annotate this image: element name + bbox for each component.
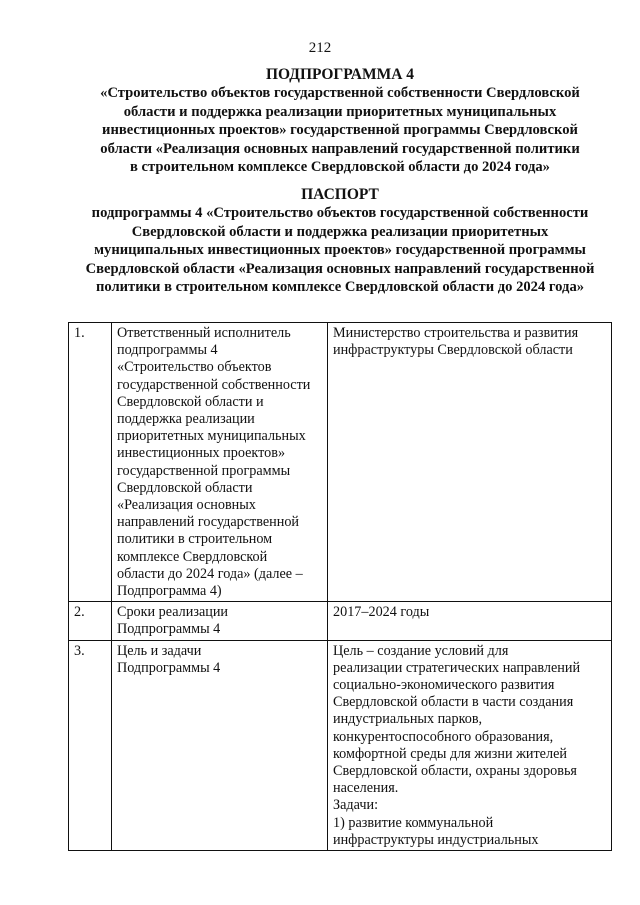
row-label [112, 602, 328, 640]
row-value-line: инфраструктуры индустриальных [333, 831, 539, 848]
row-label-line: Свердловской области [117, 479, 253, 496]
row-number: 3. [69, 640, 112, 850]
row-label-line: направлений государственной [117, 514, 300, 531]
row-value [328, 602, 612, 640]
row-label-line: подпрограммы 4 [117, 342, 218, 359]
row-value-line: Цель – создание условий для [333, 642, 509, 659]
row-value-line: конкурентоспособного образования, [333, 728, 554, 745]
passport-description-line: Свердловской области и поддержка реализации приоритетных [131, 223, 549, 240]
row-label [112, 323, 328, 602]
row-label-line: Цель и задачи [117, 642, 202, 659]
passport-description-line: подпрограммы 4 «Строительство объектов государственной собственности [91, 205, 589, 221]
subprogram-description-line: в строительном комплексе Свердловской области до 2024 года» [130, 159, 550, 175]
row-label-line: Сроки реализации [117, 604, 229, 621]
passport-description-line: Свердловской области «Реализация основных направлений государственной [85, 260, 595, 277]
row-value-line: реализации стратегических направлений [333, 659, 581, 676]
row-value-line: населения. [333, 780, 399, 797]
subprogram-description [50, 84, 630, 177]
table-row [69, 323, 612, 602]
row-label-line: «Реализация основных [117, 497, 256, 514]
row-value [328, 640, 612, 850]
row-value-line: 1) развитие коммунальной [333, 814, 494, 831]
row-label [112, 640, 328, 850]
row-label-line: Подпрограммы 4 [117, 659, 221, 676]
row-label-line: инвестиционных проектов» [117, 445, 286, 462]
subprogram-title: ПОДПРОГРАММА 4 [265, 66, 415, 83]
passport-description-line: политики в строительном комплексе Свердловской области до 2024 года» [95, 279, 585, 295]
row-label-line: Подпрограмма 4) [117, 583, 222, 600]
row-number: 1. [69, 323, 112, 602]
passport-description [50, 204, 630, 297]
subprogram-description-line: «Строительство объектов государственной собственности Свердловской [100, 85, 580, 101]
passport-table [68, 322, 612, 851]
passport-title: ПАСПОРТ [301, 186, 379, 203]
row-value-line: инфраструктуры Свердловской области [333, 342, 573, 359]
row-number: 2. [69, 602, 112, 640]
row-value-line: индустриальных парков, [333, 711, 483, 728]
row-value-line: Свердловской области, охраны здоровья [333, 763, 577, 780]
subprogram-description-line: области и поддержка реализации приоритетных муниципальных [123, 103, 557, 120]
row-label-line: Свердловской области и [117, 393, 264, 410]
row-label-line: Подпрограммы 4 [117, 621, 221, 638]
row-value-line: комфортной среды для жизни жителей [333, 745, 567, 762]
row-label-line: области до 2024 года» (далее – [117, 565, 303, 582]
row-label-line: Ответственный исполнитель [117, 325, 291, 341]
row-value-line: социально-экономического развития [333, 677, 555, 694]
row-label-line: поддержка реализации [117, 411, 255, 428]
row-label-line: государственной собственности [117, 376, 311, 393]
passport-table-body [69, 323, 612, 851]
page-number: 212 [308, 40, 332, 56]
row-value [328, 323, 612, 602]
row-value-line: Министерство строительства и развития [333, 325, 579, 341]
passport-description-line: муниципальных инвестиционных проектов» государственной программы [94, 242, 586, 258]
subprogram-description-line: инвестиционных проектов» государственной программы Свердловской [102, 122, 578, 138]
row-value-line: Свердловской области в части создания [333, 694, 574, 711]
row-value-line: 2017–2024 годы [333, 604, 430, 621]
row-label-line: приоритетных муниципальных [117, 428, 306, 445]
row-label-line: политики в строительном [117, 531, 273, 548]
table-row [69, 640, 612, 850]
table-row [69, 602, 612, 640]
row-value-line: Задачи: [333, 797, 379, 814]
row-label-line: «Строительство объектов [117, 359, 272, 376]
subprogram-description-line: области «Реализация основных направлений государственной политики [100, 140, 580, 157]
row-label-line: комплексе Свердловской [117, 548, 268, 565]
row-label-line: государственной программы [117, 462, 291, 479]
